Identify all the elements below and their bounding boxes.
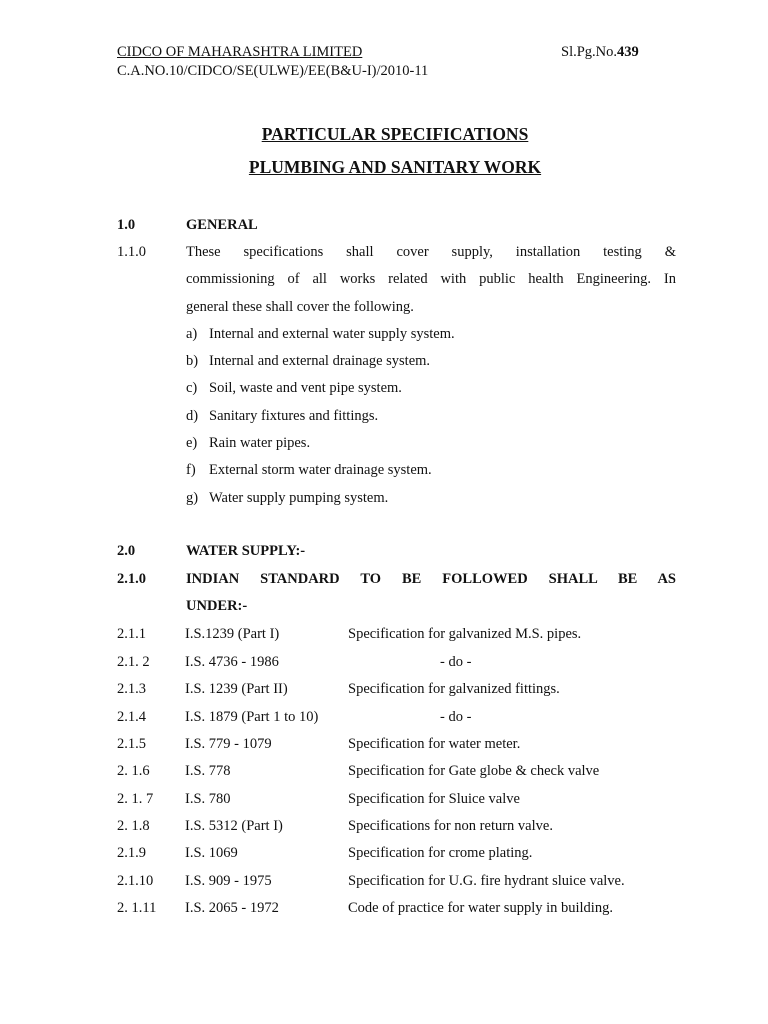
standard-code: I.S. 909 - 1975: [185, 873, 272, 889]
standard-number: 2. 1.8: [117, 818, 150, 834]
paragraph-line: These specifications shall cover supply, installation testing &: [186, 244, 676, 260]
standard-code: I.S.1239 (Part I): [185, 626, 280, 642]
list-text: Internal and external drainage system.: [209, 353, 431, 369]
paragraph-line: commissioning of all works related with public health Engineering. In: [186, 271, 676, 287]
list-letter: c): [186, 380, 198, 396]
list-item: [186, 353, 430, 370]
subsection-heading: INDIAN STANDARD TO BE FOLLOWED SHALL BE AS: [186, 571, 676, 587]
standard-description: Specification for galvanized M.S. pipes.: [348, 626, 582, 642]
list-text: Soil, waste and vent pipe system.: [209, 380, 402, 396]
standard-number: 2. 1.11: [117, 900, 157, 916]
list-item: [186, 408, 378, 425]
standard-number: 2.1.1: [117, 626, 146, 642]
page-title: PARTICULAR SPECIFICATIONS: [261, 124, 529, 144]
document-header: [117, 43, 428, 81]
section-heading: WATER SUPPLY:-: [186, 543, 306, 559]
standard-code: I.S. 1879 (Part 1 to 10): [185, 709, 319, 725]
standard-code: I.S. 779 - 1079: [185, 736, 272, 752]
list-text: Rain water pipes.: [209, 435, 311, 451]
organization-name: CIDCO OF MAHARASHTRA LIMITED: [117, 44, 363, 60]
list-letter: e): [186, 435, 198, 451]
list-text: Internal and external water supply system.: [209, 326, 455, 342]
standard-description: Specification for crome plating.: [348, 845, 533, 861]
page-number-label: [561, 43, 639, 62]
standard-number: 2.1.4: [117, 709, 146, 725]
list-item: [186, 490, 388, 507]
list-text: Sanitary fixtures and fittings.: [209, 408, 379, 424]
standard-number: 2.1.9: [117, 845, 146, 861]
standard-code: I.S. 2065 - 1972: [185, 900, 279, 916]
standard-number: 2. 1. 7: [117, 791, 154, 807]
standard-code: I.S. 1239 (Part II): [185, 681, 288, 697]
subsection-number: 2.1.0: [117, 571, 146, 587]
section-heading: GENERAL: [186, 217, 258, 233]
standard-description: Code of practice for water supply in building.: [348, 900, 613, 916]
standard-description: Specification for U.G. fire hydrant sluice valve.: [348, 873, 625, 889]
list-item: [186, 462, 432, 479]
list-letter: d): [186, 408, 199, 424]
subsection-number: 1.1.0: [117, 244, 146, 260]
standard-description: Specification for Sluice valve: [348, 791, 520, 807]
list-letter: g): [186, 490, 199, 506]
standard-code: I.S. 780: [185, 791, 231, 807]
standard-description: Specification for galvanized fittings.: [348, 681, 560, 697]
list-letter: b): [186, 353, 199, 369]
standard-description: - do -: [440, 654, 472, 670]
standard-code: I.S. 1069: [185, 845, 238, 861]
paragraph-line: general these shall cover the following.: [186, 299, 414, 315]
standard-code: I.S. 5312 (Part I): [185, 818, 283, 834]
page-subtitle: PLUMBING AND SANITARY WORK: [248, 157, 542, 177]
standard-number: 2.1. 2: [117, 654, 150, 670]
section-number: 2.0: [117, 543, 136, 559]
list-text: External storm water drainage system.: [209, 462, 432, 478]
standard-number: 2.1.5: [117, 736, 146, 752]
section-number: 1.0: [117, 217, 136, 233]
standard-description: Specifications for non return valve.: [348, 818, 553, 834]
standard-description: - do -: [440, 709, 472, 725]
list-item: [186, 326, 455, 343]
page-number: 439: [617, 44, 639, 60]
standard-code: I.S. 4736 - 1986: [185, 654, 279, 670]
standard-code: I.S. 778: [185, 763, 231, 779]
standard-number: 2.1.10: [117, 873, 154, 889]
list-letter: a): [186, 326, 198, 342]
standard-description: Specification for Gate globe & check valve: [348, 763, 600, 779]
list-text: Water supply pumping system.: [209, 490, 389, 506]
standard-description: Specification for water meter.: [348, 736, 521, 752]
standard-number: 2. 1.6: [117, 763, 150, 779]
contract-number: C.A.NO.10/CIDCO/SE(ULWE)/EE(B&U-I)/2010-11: [117, 63, 429, 79]
subsection-heading: UNDER:-: [186, 598, 248, 614]
page-label: Sl.Pg.No.: [561, 44, 618, 60]
list-letter: f): [186, 462, 196, 478]
list-item: [186, 435, 310, 452]
standard-number: 2.1.3: [117, 681, 146, 697]
list-item: [186, 380, 402, 397]
